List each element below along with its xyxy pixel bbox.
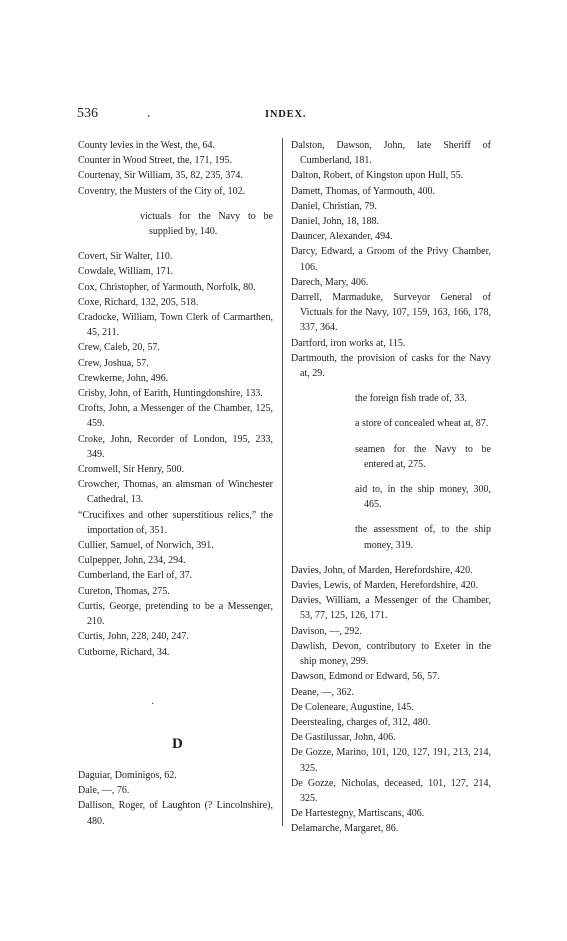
index-entry: Cradocke, William, Town Clerk of Carmarthen, 45, 211.: [78, 312, 273, 339]
index-subentry: seamen for the Navy to be entered at, 275.: [355, 443, 491, 470]
index-entry: Darech, Mary, 406.: [291, 276, 369, 288]
index-entry: Cutborne, Richard, 34.: [78, 646, 170, 658]
index-entry: Deerstealing, charges of, 312, 480.: [291, 716, 431, 728]
index-entry: Dartmouth, the provision of casks for the Navy at, 29.: [291, 352, 491, 380]
index-entry: Deane, —, 362.: [291, 686, 355, 698]
index-entry: Daniel, Christian, 79.: [291, 200, 377, 212]
index-entry: Daniel, John, 18, 188.: [291, 216, 380, 228]
index-entry: De Coleneare, Augustine, 145.: [291, 701, 414, 713]
d-section: [78, 768, 273, 829]
index-entry: Dallison, Roger, of Laughton (? Lincolnshire), 480.: [78, 800, 273, 827]
index-entry: De Gozze, Marino, 101, 120, 127, 191, 213, 214, 325.: [291, 747, 491, 774]
index-entry: Croke, John, Recorder of London, 195, 233, 349.: [78, 433, 273, 460]
index-subentry: a store of concealed wheat at, 87.: [355, 418, 489, 430]
index-entry: Cumberland, the Earl of, 37.: [78, 570, 193, 582]
index-entry: Coxe, Richard, 132, 205, 518.: [78, 296, 199, 308]
index-entry: Cox, Christopher, of Yarmouth, Norfolk, 80.: [78, 281, 256, 293]
stray-mark: ·: [151, 699, 155, 710]
index-subentry: aid to, in the ship money, 300, 465.: [355, 484, 491, 511]
index-entry: Dale, —, 76.: [78, 785, 130, 797]
index-entry: Dalton, Robert, of Kingston upon Hull, 55.: [291, 170, 464, 182]
index-entry: Crewkerne, John, 496.: [78, 372, 169, 384]
index-subentry: victuals for the Navy to be supplied by, 140.: [140, 210, 273, 238]
index-entry: Crisby, John, of Earith, Huntingdonshire, 133.: [78, 388, 263, 400]
index-entry: Culpepper, John, 234, 294.: [78, 555, 186, 567]
index-entry: Dalston, Dawson, John, late Sheriff of Cumberland, 181.: [291, 140, 491, 167]
index-entry: Courtenay, Sir William, 35, 82, 235, 374.: [78, 170, 243, 182]
index-entry: Dartford, iron works at, 115.: [291, 337, 406, 349]
index-entry: Curtis, George, pretending to be a Messenger, 210.: [78, 600, 273, 628]
index-entry: County levies in the West, the, 64.: [78, 140, 216, 151]
index-entry: Delamarche, Margaret, 86.: [291, 823, 399, 835]
running-head: INDEX.: [265, 109, 307, 120]
index-entry: Crofts, John, a Messenger of the Chamber, 125, 459.: [78, 403, 273, 430]
index-entry: Cureton, Thomas, 275.: [78, 585, 170, 597]
index-entry: Dauncer, Alexander, 494.: [291, 231, 393, 243]
index-entry: Davies, Lewis, of Marden, Herefordshire, 420.: [291, 580, 479, 592]
index-entry: De Gastilussar, John, 406.: [291, 732, 396, 744]
index-entry: Cromwell, Sir Henry, 500.: [78, 464, 185, 476]
index-entry: Covert, Sir Walter, 110.: [78, 251, 173, 263]
index-entry: Davison, —, 292.: [291, 625, 362, 637]
index-entry: De Hartestegny, Martiscans, 406.: [291, 808, 425, 820]
index-entry: Daguiar, Dominigos, 62.: [78, 770, 177, 781]
index-entry: Dawlish, Devon, contributory to Exeter in the ship money, 299.: [291, 640, 491, 668]
index-entry: Davies, William, a Messenger of the Chamber, 53, 77, 125, 126, 171.: [291, 595, 491, 622]
index-entry: Counter in Wood Street, the, 171, 195.: [78, 155, 232, 167]
header-dot: .: [147, 106, 151, 121]
index-entry: Dawson, Edmond or Edward, 56, 57.: [291, 671, 440, 683]
index-entry: Crew, Caleb, 20, 57.: [78, 342, 160, 354]
index-entry: De Gozze, Nicholas, deceased, 101, 127, 214, 325.: [291, 777, 491, 804]
left-column: [78, 138, 273, 660]
index-subentry: the assessment of, to the ship money, 319.: [355, 524, 491, 551]
right-column: [291, 138, 491, 837]
index-subentry: the foreign fish trade of, 33.: [355, 393, 467, 405]
index-entry: Cullier, Samuel, of Norwich, 391.: [78, 540, 214, 552]
index-entry: Curtis, John, 228, 240, 247.: [78, 631, 189, 643]
index-entry: Crew, Joshua, 57.: [78, 357, 149, 369]
index-entry: Crowcher, Thomas, an almsman of Winchester Cathedral, 13.: [78, 479, 273, 506]
index-entry: Cowdale, William, 171.: [78, 266, 174, 278]
index-entry: Darrell, Marmaduke, Surveyor General of Victuals for the Navy, 107, 159, 163, 166, 178, 337, 364.: [291, 292, 491, 334]
index-entry: “Crucifixes and other superstitious relics,” the importation of, 351.: [78, 509, 273, 536]
column-divider: [282, 138, 283, 826]
index-entry: Darcy, Edward, a Groom of the Privy Chamber, 106.: [291, 246, 491, 273]
index-entry: Coventry, the Musters of the City of, 102.: [78, 185, 246, 197]
section-letter: D: [172, 736, 183, 752]
page-number: 536: [77, 106, 98, 121]
index-entry: Damett, Thomas, of Yarmouth, 400.: [291, 185, 435, 197]
index-entry: Davies, John, of Marden, Herefordshire, 420.: [291, 564, 473, 576]
